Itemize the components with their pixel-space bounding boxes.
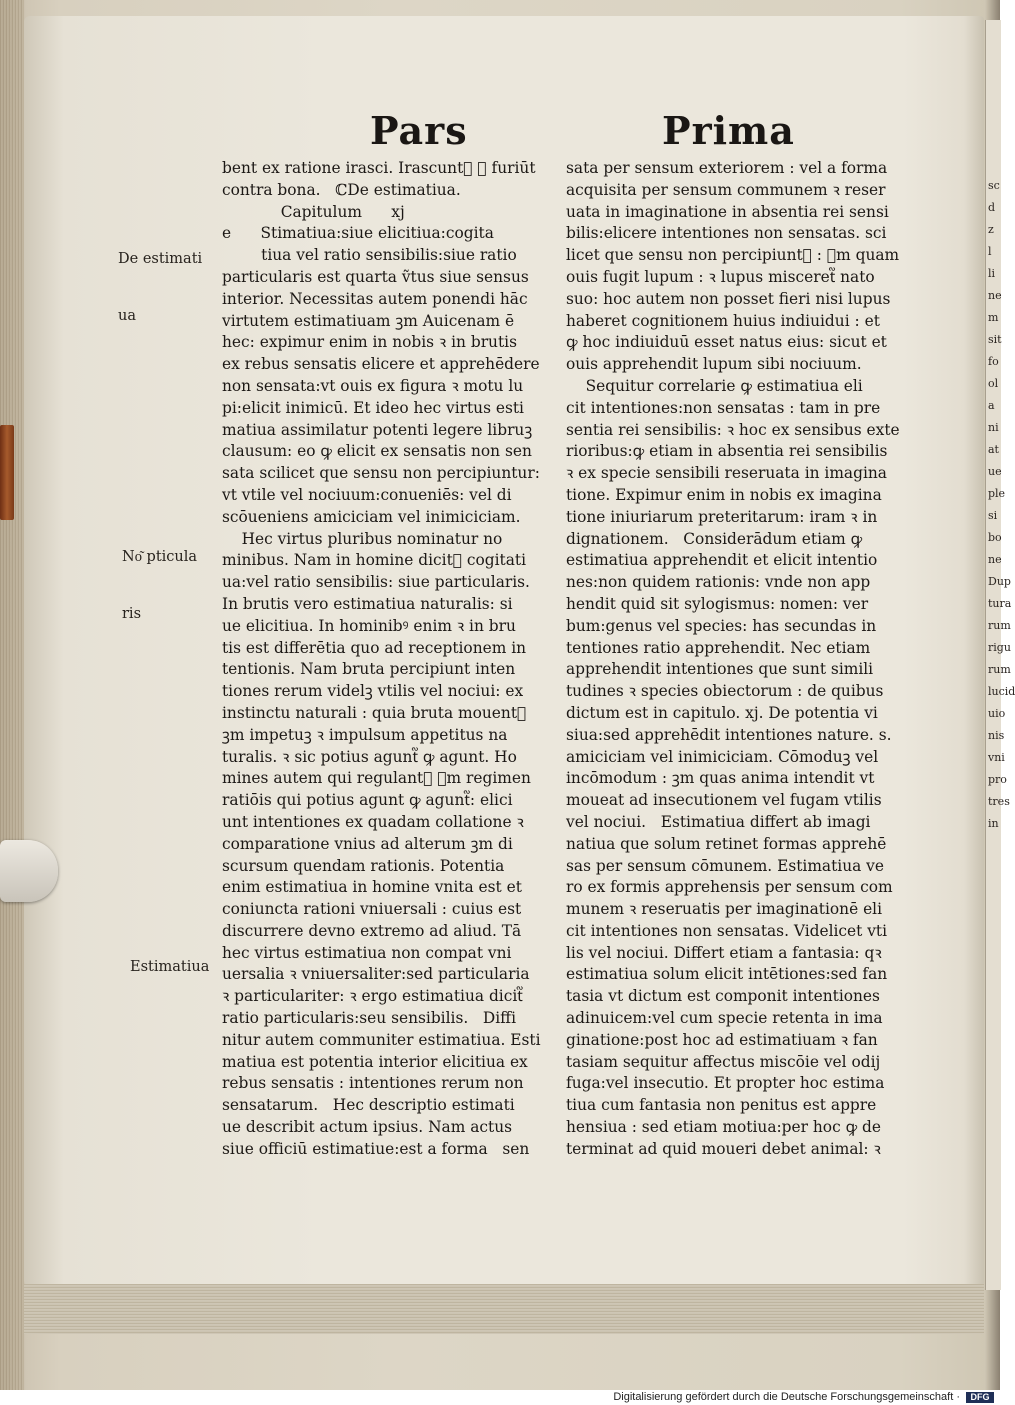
text-line: e Stimatiua:siue elicitiua:cogita: [222, 224, 494, 243]
facing-page-fragment: li: [988, 267, 996, 280]
facing-page-fragment: fo: [988, 355, 999, 368]
text-line: tudines ꝛ species obiectorum : de quibus: [566, 682, 884, 701]
text-line: particularis est quarta ṽtus siue sensus: [222, 267, 529, 286]
text-line: suo: hoc autem non posset fieri nisi lupus: [566, 289, 891, 308]
text-line: scōueniens amiciciam vel inimiciciam.: [222, 507, 521, 526]
header-left-word: Pars: [370, 108, 468, 153]
text-line: coniuncta rationi vniuersali : cuius est: [222, 900, 522, 919]
facing-page-fragment: tres: [988, 795, 1010, 808]
text-line: acquisita per sensum communem ꝛ reser: [566, 180, 886, 199]
footer-credit: Digitalisierung gefördert durch die Deutsche Forschungsgemeinschaft ·: [613, 1391, 960, 1403]
text-line: scursum quendam rationis. Potentia: [222, 856, 505, 875]
text-line: ginatione:post hoc ad estimatiuam ꝛ fan: [566, 1030, 878, 1049]
text-line: ꝙ hoc indiuiduū esset natus eius: sicut et: [566, 333, 887, 352]
facing-page-fragment: ple: [988, 487, 1006, 500]
text-line: ratiōis qui potius agunt ꝙ agunt᷑: elici: [222, 791, 513, 810]
text-line: incōmodum : ꝫm quas anima intendit vt: [566, 769, 875, 788]
footer-bar: [0, 1390, 1000, 1405]
margin-note-line: No͂ pticula: [122, 549, 198, 565]
text-line: ue elicitiua. In hominibꝰ enim ꝛ in bru: [222, 616, 516, 635]
text-line: terminat ad quid moueri debet animal: ꝛ: [566, 1139, 881, 1158]
text-line: tentiones ratio apprehendit. Nec etiam: [566, 638, 871, 657]
text-line: cit intentiones non sensatas. Videlicet vti: [566, 921, 888, 940]
facing-page-fragment: ne: [988, 289, 1002, 302]
facing-page-fragment: rigu: [988, 641, 1011, 654]
text-line: nes:non quidem rationis: vnde non app: [566, 573, 871, 592]
text-line: unt intentiones ex quadam collatione ꝛ: [222, 812, 524, 831]
text-line: tiones rerum videlꝫ vtilis vel nociui: ex: [222, 682, 524, 701]
facing-page-fragment: ni: [988, 421, 999, 434]
text-line: lis vel nociui. Differt etiam a fantasia: qꝛ: [566, 943, 882, 962]
text-line: siue officiū estimatiue:est a forma sen: [222, 1139, 530, 1158]
text-line: nitur autem communiter estimatiua. Esti: [222, 1030, 541, 1049]
facing-page-fragment: rum: [988, 619, 1011, 632]
facing-page-fragment: z: [988, 223, 994, 236]
dfg-logo: DFG: [966, 1392, 994, 1403]
page-clip: [0, 840, 58, 902]
facing-page-fragment: bo: [988, 531, 1002, 544]
text-line: sensatarum. Hec descriptio estimati: [222, 1096, 515, 1115]
text-line: hec: expimur enim in nobis ꝛ in brutis: [222, 333, 517, 352]
text-line: instinctu naturali : quia bruta mouent᷑: [222, 703, 527, 722]
page-edges-left: [0, 0, 24, 1390]
text-line: hensiua : sed etiam motiua:per hoc ꝙ de: [566, 1118, 881, 1137]
text-line: tione iniuriarum preteritarum: iram ꝛ in: [566, 507, 878, 526]
facing-page-fragment: ol: [988, 377, 999, 390]
text-line: ouis apprehendit lupum sibi nociuum.: [566, 355, 862, 374]
text-line: Capitulum xj: [222, 202, 405, 221]
text-line: ratio particularis:seu sensibilis. Diffi: [222, 1009, 517, 1028]
text-line: tasia vt dictum est componit intentiones: [566, 987, 880, 1006]
text-line: sentia rei sensibilis: ꝛ hoc ex sensibus exte: [566, 420, 900, 439]
text-line: hec virtus estimatiua non compat vni: [222, 943, 512, 962]
text-line: munem ꝛ reseruatis per imaginationē eli: [566, 900, 883, 919]
text-line: moueat ad insecutionem vel fugam vtilis: [566, 791, 882, 810]
text-line: ꝫm impetuꝫ ꝛ impulsum appetitus na: [222, 725, 508, 744]
margin-note-de-estimatiua: [118, 212, 202, 345]
text-line: ꝛ ex specie sensibili reseruata in imagina: [566, 464, 887, 483]
text-line: tis est differētia quo ad receptionem in: [222, 638, 527, 657]
text-line: vel nociui. Estimatiua differt ab imagi: [566, 812, 871, 831]
text-line: sata scilicet que sensu non percipiuntur:: [222, 464, 540, 483]
text-line: tiua cum fantasia non penitus est appre: [566, 1096, 877, 1115]
text-line: bilis:elicere intentiones non sensatas. sci: [566, 224, 887, 243]
text-line: tione. Expimur enim in nobis ex imagina: [566, 485, 882, 504]
text-line: ꝛ particulariter: ꝛ ergo estimatiua dicit᷑: [222, 987, 523, 1006]
facing-page-fragment: in: [988, 817, 999, 830]
text-line: estimatiua apprehendit et elicit intentio: [566, 551, 878, 570]
text-line: non sensata:vt ouis ex figura ꝛ motu lu: [222, 376, 524, 395]
text-line: ex rebus sensatis elicere et apprehēdere: [222, 355, 540, 374]
facing-page-fragment: vni: [988, 751, 1005, 764]
text-line: In brutis vero estimatiua naturalis: si: [222, 594, 513, 613]
text-line: ro ex formis apprehensis per sensum com: [566, 878, 893, 897]
text-line: matiua est potentia interior elicitiua ex: [222, 1052, 528, 1071]
text-line: bent ex ratione irasci. Irascunt᷑ ꝛ furiūt: [222, 159, 536, 177]
text-line: interior. Necessitas autem ponendi hāc: [222, 289, 528, 308]
text-line: ua:vel ratio sensibilis: siue particularis.: [222, 573, 530, 592]
facing-page-fragment: m: [988, 311, 999, 324]
text-line: fuga:vel insecutio. Et propter hoc estima: [566, 1074, 885, 1093]
bookmark-ribbon: [0, 425, 14, 520]
text-line: vt vtile vel nociuum:conueniēs: vel di: [222, 485, 512, 504]
right-text-column: [566, 158, 900, 1161]
left-text-column: [222, 158, 541, 1161]
text-line: natiua que solum retinet formas apprehē: [566, 834, 887, 853]
text-line: apprehendit intentiones que sunt simili: [566, 660, 874, 679]
facing-page-fragment: sc: [988, 179, 1000, 192]
text-line: Sequitur correlarie ꝙ estimatiua eli: [566, 376, 863, 395]
text-line: siua:sed apprehēdit intentiones nature. s.: [566, 725, 892, 744]
facing-page-fragment: tura: [988, 597, 1012, 610]
facing-page-fragment: ue: [988, 465, 1002, 478]
text-line: bum:genus vel species: has secundas in: [566, 616, 877, 635]
text-line: hendit quid sit sylogismus: nomen: ver: [566, 594, 869, 613]
text-line: comparatione vnius ad alterum ꝫm di: [222, 834, 513, 853]
text-line: estimatiua solum elicit intētiones:sed fan: [566, 965, 888, 984]
page-edges-bottom: [24, 1284, 984, 1334]
text-line: amiciciam vel inimiciciam. Cōmoduꝫ vel: [566, 747, 879, 766]
header-right-word: Prima: [662, 108, 795, 153]
margin-note-nomina: [122, 510, 197, 643]
text-line: matiua assimilatur potenti legere libruꝫ: [222, 420, 533, 439]
text-line: mines autem qui regulant᷑ ꝫm regimen: [222, 769, 531, 788]
facing-page-fragment: pro: [988, 773, 1007, 786]
text-line: sas per sensum cōmunem. Estimatiua ve: [566, 856, 884, 875]
facing-page-fragment: at: [988, 443, 999, 456]
margin-note-line: ua: [118, 308, 136, 324]
text-line: ouis fugit lupum : ꝛ lupus misceret᷑ nato: [566, 267, 875, 286]
text-line: pi:elicit inimicū. Et ideo hec virtus esti: [222, 398, 524, 417]
facing-page-fragment: a: [988, 399, 995, 412]
text-line: dignationem. Considerādum etiam ꝙ: [566, 529, 863, 548]
text-line: ue describit actum ipsius. Nam actus: [222, 1118, 513, 1137]
facing-page-fragment: d: [988, 201, 996, 214]
margin-note-estimatiua: Estimatiua: [130, 959, 210, 975]
text-line: adinuicem:vel cum specie retenta in ima: [566, 1009, 883, 1028]
facing-page-fragment: lucid: [988, 685, 1015, 698]
text-line: contra bona. ℂDe estimatiua.: [222, 180, 461, 199]
text-line: rebus sensatis : intentiones rerum non: [222, 1074, 524, 1093]
facing-page-fragment: uio: [988, 707, 1006, 720]
text-line: Hec virtus pluribus nominatur no: [222, 529, 503, 548]
text-line: enim estimatiua in homine vnita est et: [222, 878, 522, 897]
text-line: discurrere devno extremo ad aliud. Tā: [222, 921, 522, 940]
facing-page-fragment: Dup: [988, 575, 1011, 588]
facing-page-fragment: l: [988, 245, 992, 258]
facing-page-fragment: ne: [988, 553, 1002, 566]
text-line: tasiam sequitur affectus miscōie vel odij: [566, 1052, 881, 1071]
text-line: uersalia ꝛ vniuersaliter:sed particularia: [222, 965, 530, 984]
text-line: sata per sensum exteriorem : vel a forma: [566, 159, 888, 177]
facing-page-fragment: si: [988, 509, 998, 522]
text-line: tentionis. Nam bruta percipiunt inten: [222, 660, 516, 679]
text-line: cit intentiones:non sensatas : tam in pre: [566, 398, 881, 417]
margin-note-line: De estimati: [118, 251, 203, 267]
text-line: dictum est in capitulo. xj. De potentia vi: [566, 703, 878, 722]
text-line: uata in imaginatione in absentia rei sensi: [566, 202, 889, 221]
text-line: tiua vel ratio sensibilis:siue ratio: [222, 246, 517, 265]
margin-note-line: ris: [122, 606, 142, 622]
facing-page-fragment: sit: [988, 333, 1002, 346]
facing-page-fragment: rum: [988, 663, 1011, 676]
text-line: turalis. ꝛ sic potius agunt᷑ ꝙ agunt. Ho: [222, 747, 517, 766]
text-line: rioribus:ꝙ etiam in absentia rei sensibilis: [566, 442, 888, 461]
facing-page-fragment: nis: [988, 729, 1005, 742]
text-line: virtutem estimatiuam ꝫm Auicenam ē: [222, 311, 515, 330]
text-line: haberet cognitionem huius indiuidui : et: [566, 311, 880, 330]
text-line: minibus. Nam in homine dicit᷑ cogitati: [222, 551, 527, 570]
text-line: licet que sensu non percipiunt᷑ : ꝫm quam: [566, 246, 900, 265]
text-line: clausum: eo ꝙ elicit ex sensatis non sen: [222, 442, 532, 461]
